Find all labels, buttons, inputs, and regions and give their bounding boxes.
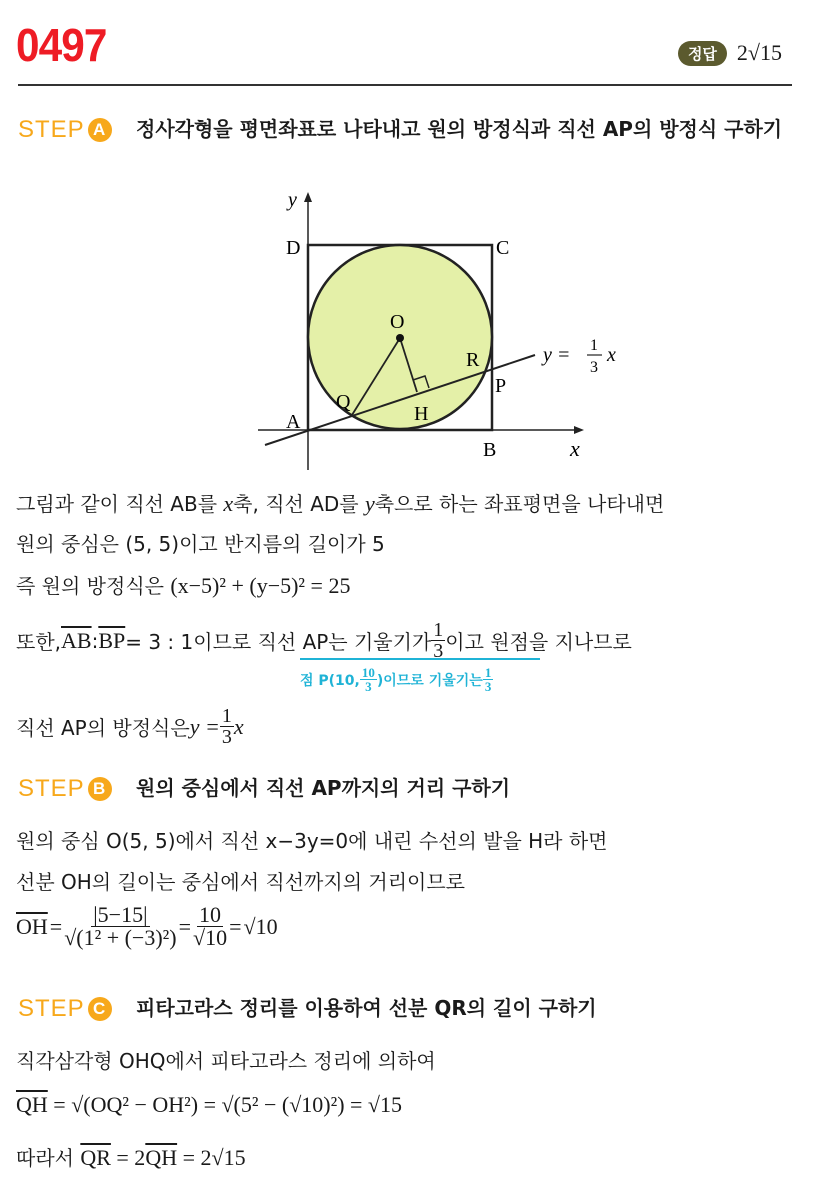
step-c-title: 피타고라스 정리를 이용하여 선분 QR의 길이 구하기: [136, 996, 597, 1020]
step-b-title: 원의 중심에서 직선 AP까지의 거리 구하기: [136, 776, 511, 800]
step-a-line-4: 또한, $\overline{AB}$ : $\overline{BP}$ = 3 : 1이므로 직선 AP는 기울기가 $\frac{1}{3}$ 이고 원점을 지나므로: [16, 619, 632, 662]
answer-badge: 정답: [678, 41, 727, 66]
step-b-line-1: 원의 중심 O(5, 5)에서 직선 x−3y=0에 내린 수선의 발을 H라 하면: [16, 829, 608, 853]
svg-text:C: C: [496, 237, 510, 259]
svg-text:3: 3: [590, 359, 598, 376]
qr-result: 따라서 $\overline{QR} = 2\overline{QH} = 2√15$: [16, 1145, 246, 1170]
svg-text:y =: y =: [543, 344, 571, 366]
header-divider: [18, 84, 792, 86]
svg-text:O: O: [390, 311, 405, 333]
step-b-tag: STEP B: [18, 775, 136, 803]
svg-text:H: H: [414, 403, 429, 425]
step-a-circle: A: [88, 118, 112, 142]
step-c-circle: C: [88, 997, 112, 1021]
step-a-line-5: 직선 AP의 방정식은 y = $\frac{1}{3}$ x: [16, 705, 244, 748]
svg-text:x: x: [607, 344, 616, 366]
step-a-line-2: 원의 중심은 (5, 5)이고 반지름의 길이가 5: [16, 532, 385, 556]
slope-note: 점 P(10, $\frac{10}{3}$ )이므로 기울기는 $\frac{1}{3}$: [300, 658, 540, 693]
step-a-tag: STEP A: [18, 116, 136, 144]
x-axis-label: x: [570, 436, 580, 461]
step-b-circle: B: [88, 777, 112, 801]
svg-text:A: A: [286, 411, 301, 433]
step-a-title: 정사각형을 평면좌표로 나타내고 원의 방정식과 직선 AP의 방정식 구하기: [136, 117, 783, 141]
step-c-tag: STEP C: [18, 995, 136, 1023]
step-b-heading: [18, 775, 510, 805]
answer-box: [678, 40, 782, 66]
svg-text:D: D: [286, 237, 301, 259]
step-c-heading: [18, 995, 597, 1025]
oh-formula: $\overline{OH}$ = $\frac{|5-15|}{\text{√(1² + (−3)²)}}$ = $\frac{10}{√10}$ = √10: [16, 902, 278, 950]
problem-number: 0497: [16, 19, 107, 71]
svg-text:B: B: [483, 439, 497, 461]
y-axis-label: y: [288, 189, 297, 211]
svg-text:P: P: [495, 375, 507, 397]
step-c-line-1: 직각삼각형 OHQ에서 피타고라스 정리에 의하여: [16, 1049, 436, 1073]
step-a-line-3: 즉 원의 방정식은 (x−5)² + (y−5)² = 25: [16, 573, 351, 598]
svg-text:Q: Q: [336, 391, 351, 413]
step-a-heading: [18, 116, 782, 146]
step-a-line-1: 그림과 같이 직선 AB를 x축, 직선 AD를 y축으로 하는 좌표평면을 나타내면: [16, 491, 665, 516]
geometry-figure: [240, 180, 640, 470]
svg-text:R: R: [466, 349, 480, 371]
step-b-line-2: 선분 OH의 길이는 중심에서 직선까지의 거리이므로: [16, 870, 465, 894]
svg-text:1: 1: [590, 337, 598, 354]
qh-formula: $\overline{QH} = √(OQ^2 - OH^2) = √(5^2 - (√10)^2) = √15$: [16, 1092, 403, 1117]
answer-value: 2√15: [736, 40, 782, 65]
